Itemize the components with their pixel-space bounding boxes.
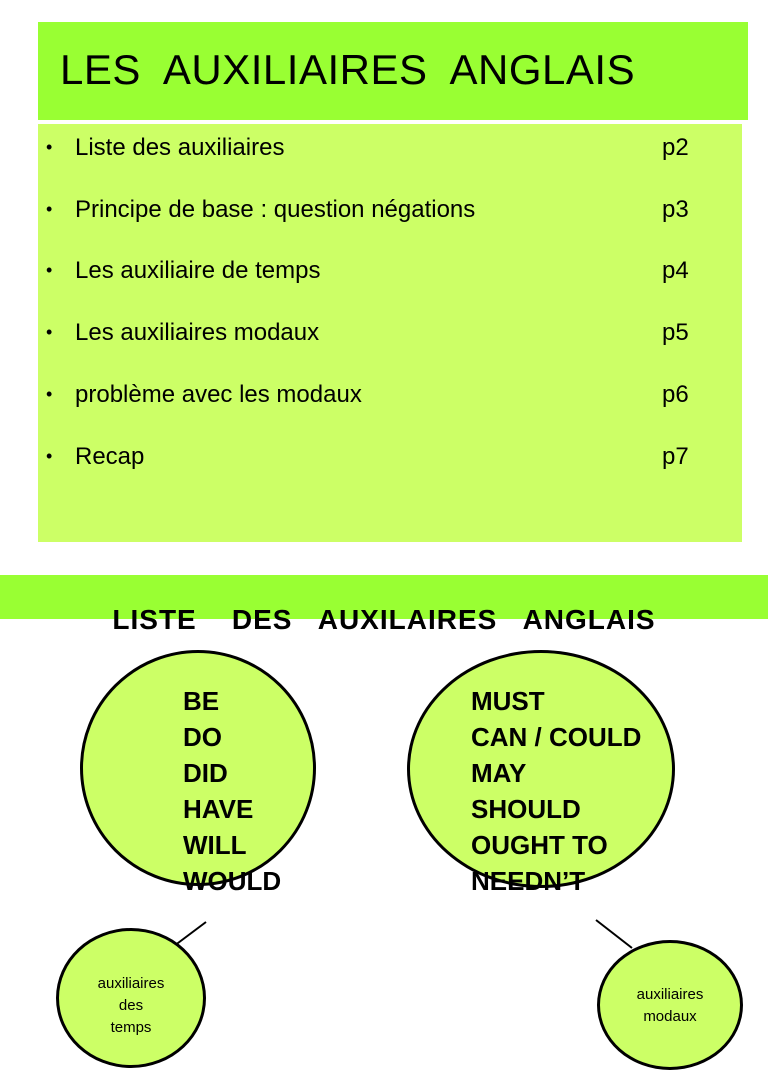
toc-item-page: p5	[662, 319, 689, 346]
section-title: LISTE DES AUXILAIRES ANGLAIS	[112, 604, 656, 636]
toc-item-page: p4	[662, 257, 689, 284]
list-item: NEEDN’T	[471, 866, 586, 896]
bullet-icon: •	[46, 384, 53, 404]
modal-label-line: modaux	[643, 1008, 697, 1025]
list-item: SHOULD	[471, 794, 581, 824]
toc-item-page: p7	[662, 443, 689, 470]
toc-item-label: Principe de base : question négations	[75, 196, 476, 223]
list-item: DO	[183, 722, 222, 752]
modal-label-circle	[597, 940, 743, 1070]
bullet-icon: •	[46, 137, 53, 157]
modal-auxiliaries-circle	[407, 650, 675, 896]
toc-item-label: Les auxiliaires modaux	[75, 319, 320, 346]
page-title: LES AUXILIAIRES ANGLAIS	[60, 46, 636, 93]
list-item: WOULD	[183, 866, 282, 896]
tense-label	[59, 973, 203, 1039]
toc-item-page: p3	[662, 196, 689, 223]
bullet-icon: •	[46, 260, 53, 280]
tense-label-line: temps	[110, 1019, 152, 1036]
modal-auxiliaries-list	[471, 683, 641, 899]
list-item: OUGHT TO	[471, 830, 608, 860]
toc-item-label: Liste des auxiliaires	[75, 134, 285, 161]
list-item: HAVE	[183, 794, 254, 824]
bullet-icon: •	[46, 322, 53, 342]
list-item: BE	[183, 686, 220, 716]
list-item: MAY	[471, 758, 527, 788]
toc-item-page: p6	[662, 381, 689, 408]
list-item: MUST	[471, 686, 545, 716]
bullet-icon: •	[46, 199, 53, 219]
toc-item-label: Les auxiliaire de temps	[75, 257, 321, 284]
list-item: CAN / COULD	[471, 722, 642, 752]
toc-item-label: problème avec les modaux	[75, 381, 362, 408]
tense-label-line: des	[118, 997, 144, 1014]
connector-line-right	[596, 920, 632, 948]
tense-label-circle	[56, 928, 206, 1068]
modal-label	[600, 984, 740, 1028]
toc-item-label: Recap	[75, 443, 145, 470]
modal-label-line: auxiliaires	[636, 986, 704, 1003]
list-item: DID	[183, 758, 228, 788]
tense-auxiliaries-circle	[80, 650, 316, 896]
tense-auxiliaries-list	[183, 683, 281, 899]
list-item: WILL	[183, 830, 247, 860]
tense-label-line: auxiliaires	[97, 975, 165, 992]
bullet-icon: •	[46, 446, 53, 466]
toc-item-page: p2	[662, 134, 689, 161]
